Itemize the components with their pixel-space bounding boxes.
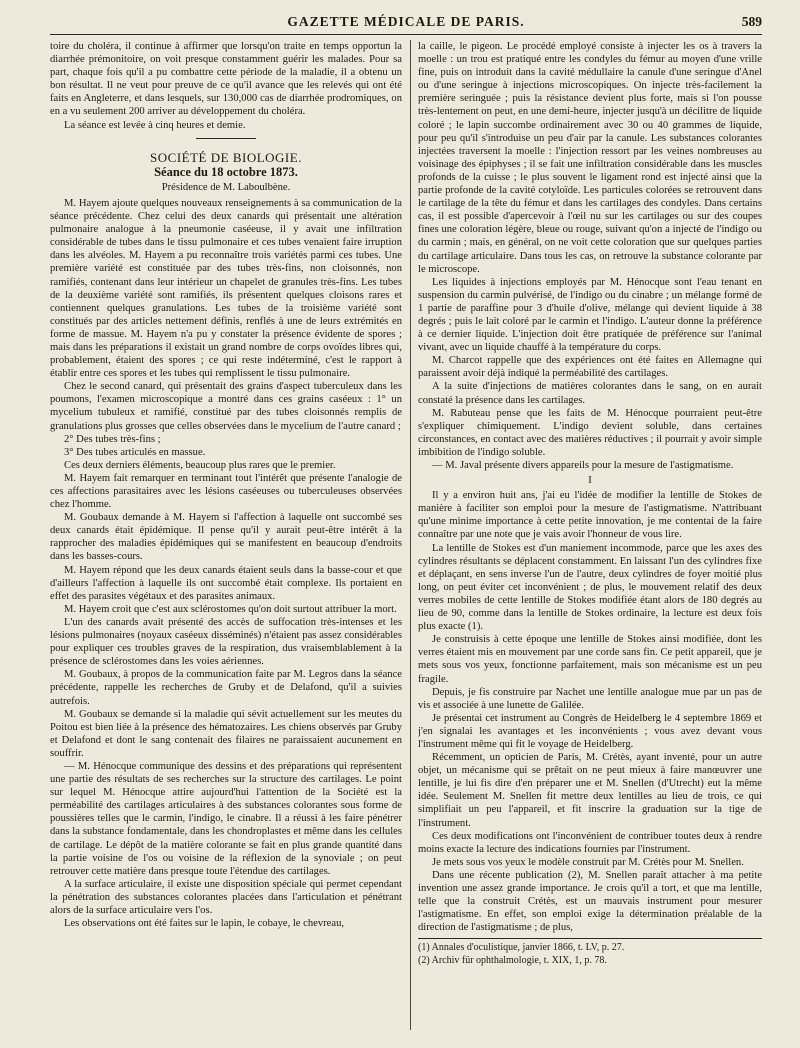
- paragraph: L'un des canards avait présenté des accès de suffocation très-intenses et les lésions pulmonaires (noyaux caséeux disséminés) n'étaient pas assez considérables pour expliquer ces troubles graves de la respiration, dus vraisemblablement à la présence de sclérostomes dans les voies aériennes.: [50, 616, 402, 668]
- footnote: (1) Annales d'oculistique, janvier 1866, t. LV, p. 27.: [418, 942, 625, 954]
- paragraph: Dans une récente publication (2), M. Snellen paraît attacher à ma petite invention une assez grande importance. Je crois qu'il a tort, et que ma lentille, telle que la construit Crétès, est un mauvais instrument pour mesurer l'astigmatisme. En effet, son emploi exige la détermination préalable de la direction de l'astigmatisme ; de plus,: [418, 869, 762, 934]
- paragraph: Récemment, un opticien de Paris, M. Crétès, ayant inventé, pour un autre objet, un mécanisme qui se prêtait on ne peut mieux à faire manœuvrer une lentille, je lui fis dire d'en préparer une et M. Snellen (d'Utrecht) eut la même idée. Seulement M. Snellen fit mettre deux lentilles au lieu de trois, ce qui simplifiait un peu l'appareil, et fit inscrire la graduation sur la tige de l'instrument.: [418, 752, 762, 829]
- paragraph: la caille, le pigeon. Le procédé employé consiste à injecter les os à travers la moelle : un trou est pratiqué entre les condyles du fémur au moyen d'une vrille fine, puis on introduit dans la cavité médullaire la canule d'une seringue d'Anel ou d'une seringue à injections microscopiques. On injecte très-facilement la première seringuée ; puis la résistance devient plus forte, mais si l'on pousse très-lentement on peut, en une demi-heure, injecter jusqu'à un décilitre de liquide coloré ; le lapin succombe ordinairement avec 30 ou 40 grammes de liquide, pour peu qu'il s'introduise un peu d'air par la canule. Les substances colorantes injectées traversent la moelle : l'injection ressort par les veines nombreuses au voisinage des épiphyses ; il se fait une infiltration considérable dans les muscles profonds de la cuisse ; le plus souvent le ligament rond est injecté ainsi que la partie profonde de la cavité cotyloïde. Les particules colorées se retrouvent dans le cartilage de la tête du fémur et dans les cartilages des condyles. Dans certains cas, il est possible d'apercevoir à l'œil nu sur les cartilages ou sur des coupes fines une coloration légère, bleue ou rouge, suivant qu'on a injecté de l'indigo ou du carmin ; mais, en général, on ne voit cette coloration que sur quelques parties du cartilage articulaire. Dans tous les cas, on retrouve la substance colorante par le microscope.: [418, 41, 762, 275]
- paragraph: M. Hayem croit que c'est aux sclérostomes qu'on doit surtout attribuer la mort.: [64, 603, 397, 615]
- paragraph: Il y a environ huit ans, j'ai eu l'idée de modifier la lentille de Stokes de manière à faciliter son emploi pour la mesure de l'astigmatisme. N'attribuant qu'une minime importance à cette petite innovation, je me contentai de la faire connaître par une note que je vais avoir l'honneur de vous lire.: [418, 490, 762, 541]
- paragraph: Depuis, je fis construire par Nachet une lentille analogue mue par un pas de vis et associée à une lunette de Galilée.: [418, 686, 762, 711]
- section-rule: [196, 138, 256, 139]
- left-column: [50, 40, 402, 1040]
- paragraph: La lentille de Stokes est d'un maniement incommode, parce que les axes des cylindres résultants se déplacent constamment. En laissant l'un des cylindres fixe et déplaçant, en sens inverse l'un de l'autre, deux cylindres de foyer moitié plus long, on peut éviter cet inconvénient ; de plus, le mouvement relatif des deux verres mobiles de cette lentille de Stokes modifiée étant alors de 180 degrés au lieu de 90, comme dans la lentille de Stokes ordinaire, la lecture est deux fois plus exacte (1).: [418, 542, 762, 633]
- paragraph: Je construisis à cette époque une lentille de Stokes ainsi modifiée, dont les verres étaient mis en mouvement par une corde sans fin. Ce petit appareil, que je mets sous vos yeux, fonctionne parfaitement, mais son mécanisme est un peu fragile.: [418, 634, 762, 685]
- page-number: 589: [741, 14, 762, 29]
- paragraph: Je mets sous vos yeux le modèle construit par M. Crétès pour M. Snellen.: [432, 856, 744, 868]
- paragraph: M. Goubaux se demande si la maladie qui sévit actuellement sur les meutes du Poitou est bien liée à la présence des hématozaires. Les chiens observés par Gruby et Delafond et dont le sang contenait des filaires ne paraissaient aucunement en souffrir.: [50, 708, 402, 759]
- paragraph: Les liquides à injections employés par M. Hénocque sont l'eau tenant en suspension du carmin pulvérisé, de l'indigo ou du cinabre ; un mélange formé de 1 partie de paraffine pour 3 d'huile d'olive, mélange qui devient liquide à 38 degrés ; puis le lait coloré par le carmin et l'indigo. L'auteur donne la préférence à ce dernier liquide. L'injection doit être pratiquée de préférence sur l'animal vivant, avec un liquide chauffé à la température du corps.: [418, 276, 762, 354]
- paragraph: Je présentai cet instrument au Congrès de Heidelberg le 4 septembre 1869 et j'en signalai les avantages et les inconvénients ; vous avez devant vous l'instrument même qui fit le voyage de Heidelberg.: [418, 712, 762, 750]
- paragraph: M. Goubaux, à propos de la communication faite par M. Legros dans la séance précédente, rappelle les recherches de Gruby et de Delafond, qu'il a suivies autrefois.: [50, 669, 402, 707]
- paragraph: A la suite d'injections de matières colorantes dans le sang, on en aurait constaté la présence dans les cartilages.: [418, 381, 762, 406]
- right-column: [418, 40, 762, 1040]
- running-head: [50, 12, 762, 35]
- journal-title: GAZETTE MÉDICALE DE PARIS.: [287, 14, 525, 29]
- column-divider: [410, 40, 411, 1030]
- footnote: (2) Archiv für ophthalmologie, t. XIX, 1, p. 78.: [418, 954, 607, 966]
- paragraph: M. Rabuteau pense que les faits de M. Hénocque pourraient peut-être s'expliquer chimiquement. L'indigo devient soluble, dans certaines circonstances, en contact avec des matières réductives ; il pourrait y avoir simple imbibition de l'indigo soluble.: [418, 407, 762, 458]
- paragraph: A la surface articulaire, il existe une disposition spéciale qui permet cependant la pénétration des substances colorantes placées dans l'articulation et pénétrant alors de la surface articulaire vers l'os.: [50, 878, 402, 916]
- paragraph: — M. Hénocque communique des dessins et des préparations qui représentent une partie des résultats de ses recherches sur la structure des cartilages. Le point sur lequel M. Hénocque attire aujourd'hui l'attention de la Société est la perméabilité des cartilages articulaires à des substances colorantes sous forme de poussières telles que le carmin, l'indigo, le cinabre. Il a réussi à les faire pénétrer dans la substance fondamentale, dans les chondroplastes et même dans les cellules de cartilage. Le dépôt de la matière colorante se fait en plus grande quantité dans la partie voisine de l'os ou voisine de la réflexion de la synoviale ; on peut retrouver cette matière dans presque toute l'étendue des cartilages.: [50, 760, 402, 877]
- paragraph: Ces deux derniers éléments, beaucoup plus rares que le premier.: [64, 459, 336, 471]
- paragraph: M. Charcot rappelle que des expériences ont été faites en Allemagne qui paraissent avoir déjà indiqué la perméabilité des cartilages.: [418, 355, 762, 380]
- paragraph: M. Hayem répond que les deux canards étaient seuls dans la basse-cour et que d'ailleurs l'affection à laquelle ils ont succombé était complexe. Ils portaient en effet des parasites végétaux et des parasites animaux.: [50, 564, 402, 602]
- paragraph: Les observations ont été faites sur le lapin, le cobaye, le chevreau,: [64, 918, 345, 930]
- paragraph: — M. Javal présente divers appareils pour la mesure de l'astigmatisme.: [432, 460, 734, 471]
- paragraph: toire du choléra, il continue à affirmer que lorsqu'on traite en temps opportun la diarrhée prémonitoire, on voit presque constamment guérir les malades. Pour sa part, chaque fois qu'il a pu combattre cette période de la maladie, il a obtenu un bon résultat. Il ne veut pour preuve de ce qu'il avance que les relevés qui ont été faits en Angleterre, et dans lesquels, sur 130,000 cas de diarrhée prodromiques, on en a vu seulement 200 arriver au développement du choléra.: [50, 41, 402, 118]
- paragraph: M. Goubaux demande à M. Hayem si l'affection à laquelle ont succombé ses deux canards était épidémique. Il pense qu'il y aurait peut-être intérêt à la rapprocher des maladies épidémiques qui se manifestent en beaucoup d'endroits dans les basses-cours.: [50, 512, 402, 563]
- paragraph: M. Hayem fait remarquer en terminant tout l'intérêt que présente l'analogie de ces affections parasitaires avec les lésions caséeuses ou tuberculeuses observées chez l'homme.: [50, 472, 402, 511]
- section-numeral: I: [588, 475, 592, 487]
- presidence-line: Présidence de M. Laboulbène.: [161, 181, 291, 193]
- list-item: 2° Des tubes très-fins ;: [64, 433, 161, 445]
- list-item: 3° Des tubes articulés en massue.: [64, 446, 206, 458]
- paragraph: M. Hayem ajoute quelques nouveaux renseignements à sa communication de la séance précédente. Chez celui des deux canards qui présentait une altération pulmonaire analogue à la pneumonie caséeuse, il y avait une infiltration considérable de tubes dans le tissu pulmonaire et ces tubes venaient faire irruption dans les alvéoles. M. Hayem a pu reconnaître trois variétés parmi ces tubes. Une première variété est constituée par des tubes très-fins, non cloisonnés, non ramifiés, contenant dans leur intérieur un chapelet de granules très-fins. Les tubes de la deuxième variété sont ramifiés, ils présentent quelques cloisons rares et contiennent quelques granulations. Les tubes de la troisième variété sont constitués par des articles nettement définis, renflés à une de leurs extrémités en forme de massue. M. Hayem n'a pu y constater la présence évidente de spores ; mais dans les préparations il existait un grand nombre de corps ovoïdes libres qui, probablement, étaient des spores ; ce qui reste indéterminé, c'est le rapport à établir entre ces spores et les tubes qui remplissent le tissu pulmonaire.: [50, 197, 402, 380]
- paragraph: Chez le second canard, qui présentait des grains d'aspect tuberculeux dans les poumons, l'examen microscopique a montré dans ces grains caséeux : 1° un mycelium tubuleux et ramifié, constitué par des tubes cloisonnés remplis de granulations plus grosses que celles observées dans le mycelium de l'autre canard ;: [50, 381, 402, 432]
- session-title: Séance du 18 octobre 1873.: [154, 164, 298, 179]
- closing-line: La séance est levée à cinq heures et demie.: [64, 119, 246, 131]
- footnotes: [418, 938, 762, 967]
- society-title: SOCIÉTÉ DE BIOLOGIE.: [150, 149, 302, 165]
- paragraph: Ces deux modifications ont l'inconvénient de contribuer toutes deux à rendre moins exacte la lecture des indications fournies par l'instrument.: [418, 830, 762, 855]
